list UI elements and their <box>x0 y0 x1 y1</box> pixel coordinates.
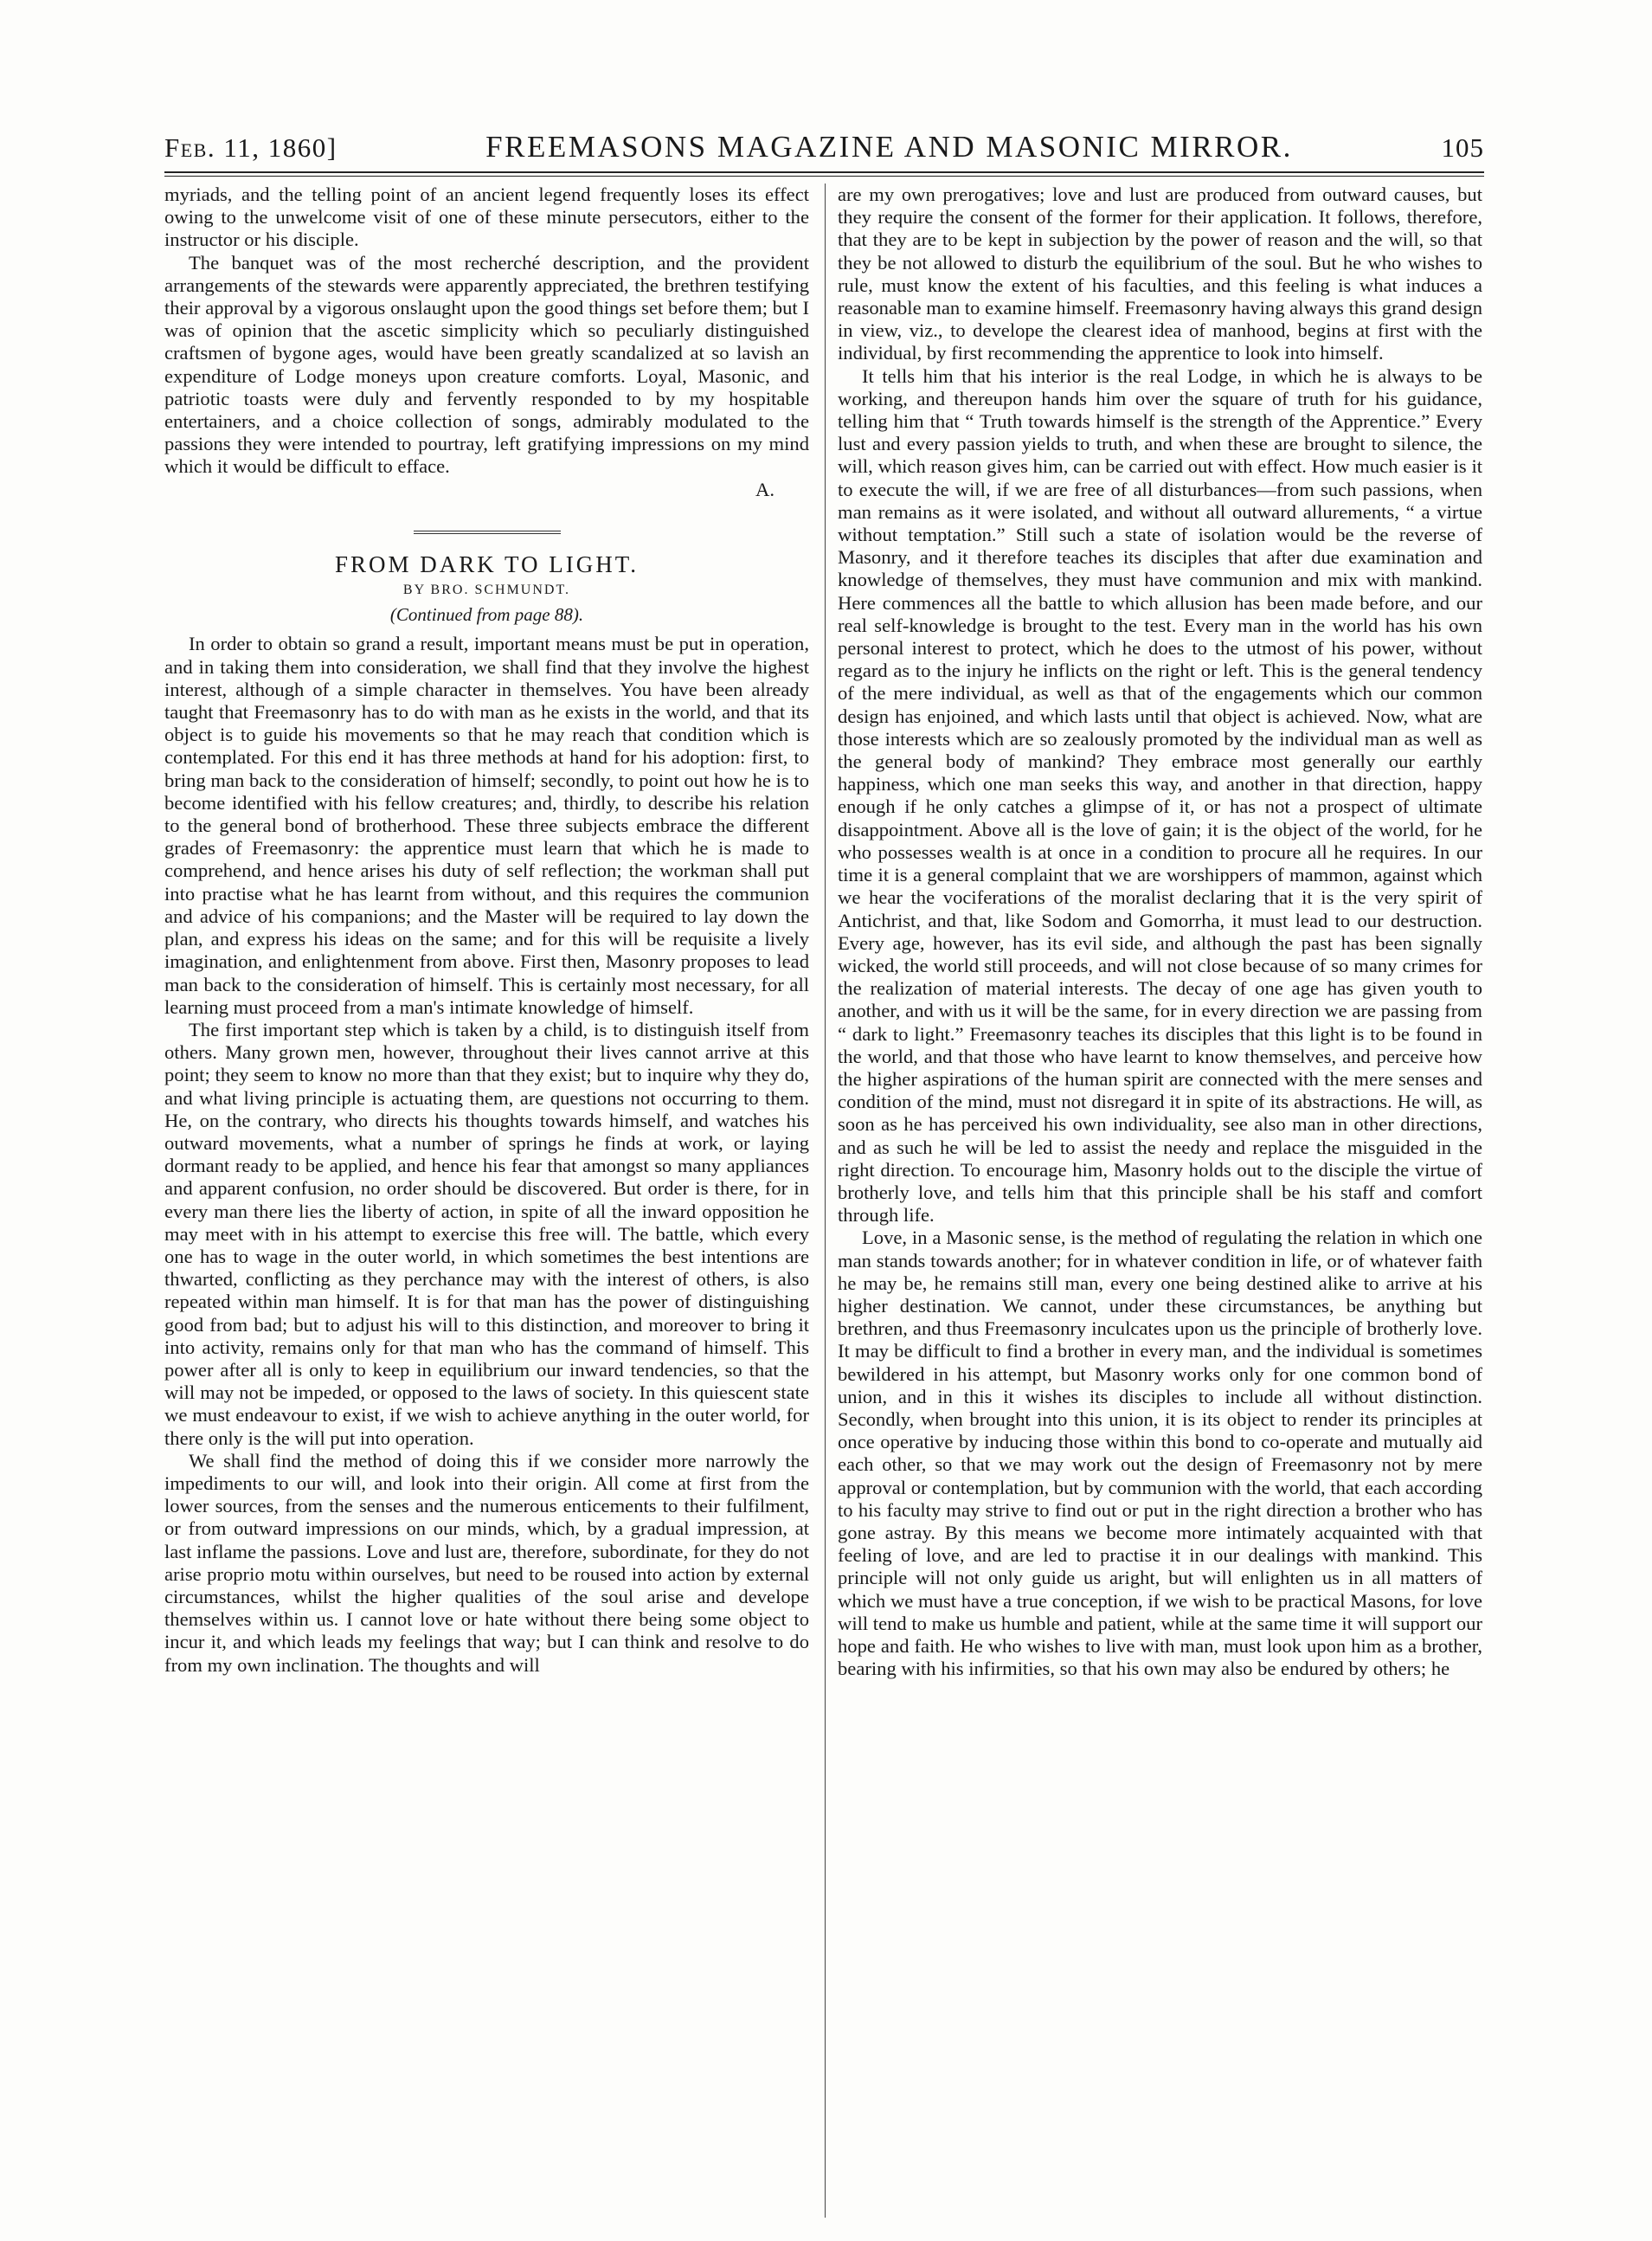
header-date: Feb. 11, 1860] <box>164 132 337 163</box>
page-number: 105 <box>1441 132 1484 163</box>
paragraph: myriads, and the telling point of an ancient legend frequently loses its effect owing to the unwelcome visit of one of these minute persecutors, either to the instructor or his disciple. <box>164 184 809 251</box>
article-byline: BY BRO. SCHMUNDT. <box>402 583 571 598</box>
author-signoff: A. <box>755 478 775 500</box>
paragraph: The first important step which is taken by a child, is to distinguish itself from others. Many grown men, however, throughout their lives cannot arrive at this point; they seem to know no more than that they exist; but to inquire why they do, and what living principle is actuating them, are questions not occurring to them. He, on the contrary, who directs his thoughts towards himself, and watches his outward movements, what a number of springs he finds at work, or laying dormant ready to be applied, and hence his fear that amongst so many appliances and apparent confusion, no order should be discovered. But order is there, for in every man there lies the liberty of action, in spite of all the inward opposition he may meet with in his attempt to exercise this free will. The battle, which every one has to wage in the outer world, in which sometimes the best intentions are thwarted, conflicting as they perchance may with the interest of others, is also repeated within man himself. It is for that man has the power of distinguishing good from bad; but to adjust his will to this distinction, and moreover to bring it into activity, remains only for that man who has the command of himself. This power after all is only to keep in equilibrium our inward tendencies, so that the will may not be impeded, or opposed to the laws of society. In this quiescent state we must endeavour to exist, if we wish to achieve anything in the outer world, for there only is the will put into operation. <box>164 1018 809 1449</box>
running-header <box>164 130 1484 168</box>
left-column <box>164 184 809 1677</box>
paragraph: Love, in a Masonic sense, is the method of regulating the relation in which one man stands towards another; for in whatever condition in life, or of whatever faith he may be, he remains still man, every one being destined alike to arrive at his higher destination. We cannot, under these circumstances, be anything but brethren, and thus Freemasonry inculcates upon us the principle of brotherly love. It may be difficult to find a brother in every man, and the individual is sometimes bewildered in his attempt, but Masonry works only for one common bond of union, and in this it wishes its disciples to include all without distinction. Secondly, when brought into this union, it is its object to render its principles at once operative by inducing those within this bond to co-operate and mutually aid each other, so that we may work out the design of Freemasonry not by mere approval or contemplation, but by communion with the world, that each according to his faculty may strive to find out or put in the right direction a brother who has gone astray. By this means we become more intimately acquainted with that feeling of love, and are led to practise it in our dealings with mankind. This principle will not only guide us aright, but will enlighten us in all matters of which we must have a true conception, if we wish to be practical Masons, for love will tend to make us humble and patient, while at the same time it will support our hope and faith. He who wishes to live with man, must look upon him as a brother, bearing with his infirmities, so that his own may also be endured by others; he <box>838 1227 1482 1680</box>
paragraph: It tells him that his interior is the real Lodge, in which he is always to be working, and thereupon hands him over the square of truth for his guidance, telling him that “ Truth towards himself is the strength of the Apprentice.” Every lust and every passion yields to truth, and when these are brought to silence, the will, which reason gives him, can be carried out with effect. How much easier is it to execute the will, if we are free of all disturbances—from such passions, when man remains as it were isolated, and without all outward allurements, “ a virtue without temptation.” Still such a state of isolation would be the reverse of Masonry, and it therefore teaches its disciples that after due examination and knowledge of themselves, they must have communion and mix with mankind. Here commences all the battle to which allusion has been made before, and our real self-knowledge is brought to the test. Every man in the world has his own personal interest to protect, which he does to the utmost of his power, without regard as to the injury he inflicts on the right or left. This is the general tendency of the mere individual, as well as that of the engagements which our common design has enjoined, and which lasts until that object is achieved. Now, what are those interests which are so zealously promoted by the individual man as well as the general body of mankind? They embrace most generally our earthly happiness, which one man seeks this way, and another in that direction, happy enough if he only catches a glimpse of it, or has not a prospect of ultimate disappointment. Above all is the love of gain; it is the object of the world, for he who possesses wealth is at once in a condition to procure all he requires. In our time it is a general complaint that we are worshippers of mammon, against which we hear the vociferations of the moralist declaring that it is the very spirit of Antichrist, and that, like Sodom and Gomorrha, it must lead to our destruction. Every age, however, has its evil side, and although the past has been signally wicked, the world still proceeds, and will not close because of so many crimes for the realization of material interests. The decay of one age has given youth to another, and with us it will be the same, for in every direction we are passing from “ dark to light.” Freemasonry teaches its disciples that this light is to be found in the world, and that those who have learnt to know themselves, and perceive how the higher aspirations of the human spirit are connected with the mere senses and condition of the mind, must not disregard it in spite of its abstractions. He will, as soon as he has perceived his own individuality, see also man in other directions, and as such he will be led to assist the needy and replace the misguided in the right direction. To encourage him, Masonry holds out to the disciple the virtue of brotherly love, and tells him that this principle shall be his staff and comfort through life. <box>838 364 1482 1227</box>
continued-note: (Continued from page 88). <box>389 604 584 626</box>
paragraph: are my own prerogatives; love and lust are produced from outward causes, but they require the consent of the former for their application. It follows, therefore, that they are to be kept in subjection by the power of reason and the will, so that they be not allowed to disturb the equilibrium of the soul. But he who wishes to rule, must know the extent of his faculties, and this feeling is what induces a reasonable man to examine himself. Freemasonry having always this grand design in view, viz., to develope the clearest idea of manhood, begins at first with the individual, by first recommending the apprentice to look into himself. <box>838 184 1482 364</box>
right-column <box>838 184 1482 1680</box>
header-title: FREEMASONS MAGAZINE AND MASONIC MIRROR. <box>485 130 1293 164</box>
column-divider <box>825 184 826 2218</box>
paragraph: In order to obtain so grand a result, important means must be put in operation, and in taking them into consideration, we shall find that they involve the highest interest, although of a simple character in themselves. You have been already taught that Freemasonry has to do with man as he exists in the world, and that its object is to guide his movements so that he may reach that condition which is contemplated. For this end it has three methods at hand for his adoption: first, to bring man back to the consideration of himself; secondly, to point out how he is to become identified with his fellow creatures; and, thirdly, to describe his relation to the general bond of brotherhood. These three subjects embrace the different grades of Freemasonry: the apprentice must learn that which he is made to comprehend, and hence arises his duty of self reflection; the workman shall put into practise what he has learnt from without, and this requires the communion and advice of his companions; and the Master will be required to lay down the plan, and express his ideas on the same; and for this will be requisite a lively imagination, and enlightenment from above. First then, Masonry proposes to lead man back to the consideration of himself. This is certainly most necessary, for all learning must proceed from a man's intimate knowledge of himself. <box>164 633 809 1018</box>
article-title: FROM DARK TO LIGHT. <box>334 551 640 577</box>
section-divider <box>414 531 561 534</box>
paragraph: We shall find the method of doing this if we consider more narrowly the impediments to our will, and look into their origin. All come at first from the lower sources, from the senses and the numerous enticements to their fulfilment, or from outward impressions on our minds, which, by a gradual impression, at last inflame the passions. Love and lust are, therefore, subordinate, for they do not arise proprio motu within ourselves, but need to be roused into action by external circumstances, whilst the higher qualities of the soul arise and develope themselves within us. I cannot love or hate without there being some object to incur it, and which leads my feelings that way; but I can think and resolve to do from my own inclination. The thoughts and will <box>164 1449 809 1676</box>
paragraph: The banquet was of the most recherché description, and the provident arrangements of the stewards were apparently appreciated, the brethren testifying their approval by a vigorous onslaught upon the good things set before them; but I was of opinion that the ascetic simplicity which so peculiarly distinguished craftsmen of bygone ages, would have been greatly scandalized at so lavish an expenditure of Lodge moneys upon creature comforts. Loyal, Masonic, and patriotic toasts were duly and fervently responded to by my hospitable entertainers, and a choice collection of songs, admirably modulated to the passions they were intended to pourtray, left gratifying impressions on my mind which it would be difficult to efface. <box>164 251 809 478</box>
header-rule <box>164 171 1484 177</box>
